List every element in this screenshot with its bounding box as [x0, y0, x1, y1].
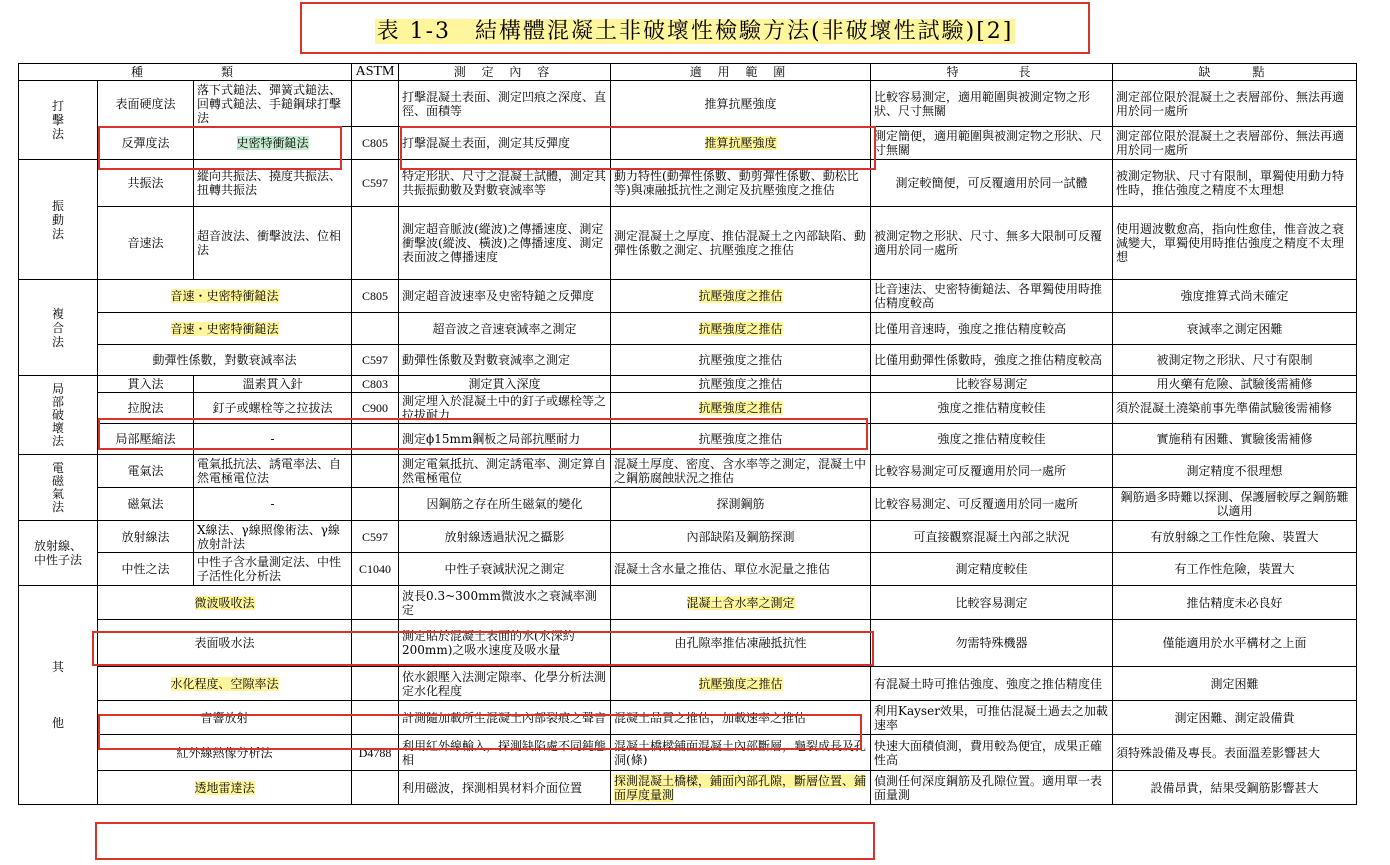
method-cell: 磁氣法 [98, 488, 194, 521]
methods-table [18, 63, 1357, 805]
cons-cell: 被測定物之形狀、尺寸有限制 [1113, 345, 1357, 376]
scope-highlight: 抗壓強度之推估 [698, 289, 783, 303]
pros-cell: 利用Kayser效果，可推估混凝土過去之加載速率 [871, 701, 1113, 735]
scope-cell: 抗壓強度之推估 [611, 424, 871, 455]
content-cell: 測定超音波速率及史密特鎚之反彈度 [399, 280, 611, 313]
content-cell: 放射線透過狀況之攝影 [399, 521, 611, 553]
scope-cell: 推算抗壓強度 [611, 81, 871, 127]
highlight-frame-gpr [95, 822, 875, 860]
method-cell [98, 586, 352, 620]
scope-cell [611, 313, 871, 345]
pros-cell: 可直接觀察混凝土內部之狀況 [871, 521, 1113, 553]
detail-cell: X線法、γ線照像術法、γ線放射計法 [194, 521, 352, 553]
cons-cell: 測定部位限於混凝土之表層部份、無法再適用於同一處所 [1113, 127, 1357, 160]
header-astm: ASTM [352, 64, 399, 81]
cons-cell: 使用週波數愈高，指向性愈佳，惟音波之衰減變大，單獨使用時推估強度之精度不太理想 [1113, 207, 1357, 280]
method-cell [98, 771, 352, 805]
pros-cell: 快速大面積偵測，費用較為便宜，成果正確性高 [871, 735, 1113, 771]
pros-cell: 比僅用音速時，強度之推估精度較高 [871, 313, 1113, 345]
scope-highlight: 抗壓強度之推估 [698, 676, 783, 691]
content-cell: 中性子衰減狀況之測定 [399, 553, 611, 586]
scope-cell: 混凝土厚度、密度、含水率等之測定，混凝土中之鋼筋腐蝕狀況之推估 [611, 455, 871, 488]
scope-cell [611, 127, 871, 160]
cons-cell: 鋼筋過多時難以探測、保護層較厚之鋼筋難以適用 [1113, 488, 1357, 521]
title-frame [300, 2, 1090, 54]
table-row [19, 393, 1357, 424]
table-row [19, 620, 1357, 667]
method-cell: 放射線法 [98, 521, 194, 553]
content-cell: 測定貫入深度 [399, 376, 611, 393]
scope-cell [611, 771, 871, 805]
header-scope: 適 用 範 圍 [611, 64, 871, 81]
table-row [19, 127, 1357, 160]
scope-cell: 混凝土含水量之推估、單位水泥量之推估 [611, 553, 871, 586]
cons-cell: 測定精度不很理想 [1113, 455, 1357, 488]
content-cell: 測定埋入於混凝土中的釘子或螺栓等之拉拔耐力 [399, 393, 611, 424]
scope-cell: 動力特性(動彈性係數、動剪彈性係數、動松比等)與凍融抵抗性之測定及抗壓強度之推估 [611, 160, 871, 207]
group-composite: 複 合 法 [19, 280, 98, 376]
content-cell: 動彈性係數及對數衰減率之測定 [399, 345, 611, 376]
astm-cell: C900 [352, 393, 399, 424]
scope-highlight: 探測混凝土橋樑，鋪面內部孔隙，斷層位置、鋪面厚度量測 [614, 773, 867, 802]
method-cell: 局部壓縮法 [98, 424, 194, 455]
cons-cell: 測定部位限於混凝土之表層部份、無法再適用於同一處所 [1113, 81, 1357, 127]
method-highlight: 水化程度、空隙率法 [170, 676, 279, 691]
pros-cell: 比音速法、史密特衝鎚法、各單獨使用時推估精度較高 [871, 280, 1113, 313]
header-content: 測 定 內 容 [399, 64, 611, 81]
method-highlight: 透地雷達法 [194, 780, 255, 795]
pros-cell: 偵測任何深度鋼筋及孔隙位置。適用單一表面量測 [871, 771, 1113, 805]
content-cell: 波長0.3~300mm微波水之衰減率測定 [399, 586, 611, 620]
method-cell: 紅外線熱像分析法 [98, 735, 352, 771]
group-other: 其 他 [19, 586, 98, 805]
astm-cell: C597 [352, 521, 399, 553]
cons-cell: 測定困難 [1113, 667, 1357, 701]
table-row [19, 455, 1357, 488]
scope-cell: 內部缺陷及鋼筋探測 [611, 521, 871, 553]
detail-cell: 電氣抵抗法、誘電率法、自然電極電位法 [194, 455, 352, 488]
content-cell: 利用紅外線輸入，探測缺陷處不同鈍態相 [399, 735, 611, 771]
method-highlight: 音速・史密特衝鎚法 [170, 321, 279, 336]
group-radiation: 放射線、 中性子法 [19, 521, 98, 586]
astm-cell [352, 701, 399, 735]
table-row [19, 488, 1357, 521]
pros-cell: 強度之推估精度較佳 [871, 424, 1113, 455]
pros-cell: 比較容易測定，適用範圍與被測定物之形狀、尺寸無關 [871, 81, 1113, 127]
detail-highlight: 史密特衝鎚法 [236, 136, 309, 150]
method-cell: 音速法 [98, 207, 194, 280]
method-cell: 拉脫法 [98, 393, 194, 424]
method-cell: 反彈度法 [98, 127, 194, 160]
pros-cell: 比較容易測定 [871, 586, 1113, 620]
cons-cell: 衰減率之測定困難 [1113, 313, 1357, 345]
cons-cell: 測定困難、測定設備貴 [1113, 701, 1357, 735]
table-row [19, 701, 1357, 735]
scope-cell: 探測鋼筋 [611, 488, 871, 521]
astm-cell: C597 [352, 160, 399, 207]
astm-cell [352, 620, 399, 667]
cons-cell: 被測定物狀、尺寸有限制，單獨使用動力特性時，推估強度之精度不太理想 [1113, 160, 1357, 207]
content-cell: 利用磁波，探測相異材料介面位置 [399, 771, 611, 805]
group-impact: 打 擊 法 [19, 81, 98, 160]
cons-cell: 強度推算式尚未確定 [1113, 280, 1357, 313]
method-highlight: 音速・史密特衝鎚法 [170, 289, 279, 303]
content-cell: 因鋼筋之存在所生磁氣的變化 [399, 488, 611, 521]
astm-cell [352, 771, 399, 805]
table-row [19, 207, 1357, 280]
astm-cell [352, 81, 399, 127]
scope-cell [611, 393, 871, 424]
scope-cell: 抗壓強度之推估 [611, 376, 871, 393]
method-cell: 動彈性係數，對數衰減率法 [98, 345, 352, 376]
table-row [19, 521, 1357, 553]
content-cell: 測定超音脈波(縱波)之傳播速度、測定衝擊波(縱波、橫波)之傳播速度、測定表面波之傳播速度 [399, 207, 611, 280]
table-row [19, 81, 1357, 127]
table-row [19, 280, 1357, 313]
method-cell [98, 313, 352, 345]
cons-cell: 僅能適用於水平構材之上面 [1113, 620, 1357, 667]
cons-cell: 須於混凝土澆築前事先準備試驗後需補修 [1113, 393, 1357, 424]
group-vibration: 振 動 法 [19, 160, 98, 280]
astm-cell: C1040 [352, 553, 399, 586]
table-row [19, 160, 1357, 207]
cons-cell: 有放射線之工作性危險、裝置大 [1113, 521, 1357, 553]
table-row [19, 771, 1357, 805]
method-cell: 共振法 [98, 160, 194, 207]
scope-cell [611, 280, 871, 313]
scope-highlight: 抗壓強度之推估 [698, 401, 783, 415]
detail-cell [194, 127, 352, 160]
content-cell: 超音波之音速衰減率之測定 [399, 313, 611, 345]
astm-cell [352, 455, 399, 488]
astm-cell: C803 [352, 376, 399, 393]
table-row [19, 667, 1357, 701]
detail-cell: - [194, 424, 352, 455]
content-cell: 計測隨加載所生混凝土內部裂痕之聲音 [399, 701, 611, 735]
method-cell: 貫入法 [98, 376, 194, 393]
cons-cell: 有工作性危險，裝置大 [1113, 553, 1357, 586]
astm-cell [352, 313, 399, 345]
table-row [19, 735, 1357, 771]
astm-cell [352, 586, 399, 620]
method-cell [98, 667, 352, 701]
detail-cell: 溫素貫入針 [194, 376, 352, 393]
astm-cell [352, 488, 399, 521]
detail-cell: - [194, 488, 352, 521]
cons-cell: 實施稍有困難、實驗後需補修 [1113, 424, 1357, 455]
pros-cell: 測定簡便，適用範圍與被測定物之形狀、尺寸無關 [871, 127, 1113, 160]
detail-cell: 縱向共振法、撓度共振法、扭轉共振法 [194, 160, 352, 207]
pros-cell: 比較容易測定、可反覆適用於同一處所 [871, 488, 1113, 521]
astm-cell [352, 207, 399, 280]
content-cell: 打擊混凝土表面，測定其反彈度 [399, 127, 611, 160]
table-row [19, 553, 1357, 586]
scope-cell: 抗壓強度之推估 [611, 345, 871, 376]
scope-cell [611, 667, 871, 701]
scope-cell: 混凝土橋樑鋪面混凝土內部斷層，龜裂成長及孔洞(條) [611, 735, 871, 771]
scope-cell: 混凝土品質之推估，加載速率之推估 [611, 701, 871, 735]
content-cell: 依水銀壓入法測定隙率、化學分析法測定水化程度 [399, 667, 611, 701]
astm-cell: C805 [352, 127, 399, 160]
pros-cell: 比較容易測定可反覆適用於同一處所 [871, 455, 1113, 488]
pros-cell: 比僅用動彈性係數時，強度之推估精度較高 [871, 345, 1113, 376]
content-cell: 打擊混凝土表面、測定凹痕之深度、直徑、面積等 [399, 81, 611, 127]
astm-cell: C597 [352, 345, 399, 376]
pros-cell: 被測定物之形狀、尺寸、無多大限制可反覆適用於同一處所 [871, 207, 1113, 280]
table-row [19, 376, 1357, 393]
cons-cell: 須特殊設備及專長。表面溫差影響甚大 [1113, 735, 1357, 771]
astm-cell: C805 [352, 280, 399, 313]
astm-cell [352, 667, 399, 701]
content-cell: 測定電氣抵抗、測定誘電率、測定算自然電極電位 [399, 455, 611, 488]
scope-cell [611, 586, 871, 620]
method-cell: 中性之法 [98, 553, 194, 586]
group-em: 電 磁 氣 法 [19, 455, 98, 521]
cons-cell: 設備昂貴，結果受鋼筋影響甚大 [1113, 771, 1357, 805]
astm-cell [352, 424, 399, 455]
scope-highlight: 推算抗壓強度 [704, 136, 777, 150]
group-local: 局 部 破 壞 法 [19, 376, 98, 455]
detail-cell: 超音波法、衝擊波法、位相法 [194, 207, 352, 280]
method-highlight: 微波吸收法 [194, 595, 255, 610]
header-pros: 特 長 [871, 64, 1113, 81]
header-kind: 種 類 [19, 64, 352, 81]
detail-cell: 中性子含水量測定法、中性子活性化分析法 [194, 553, 352, 586]
content-cell: 測定貼於混凝土表面的水(水深約200mm)之吸水速度及吸水量 [399, 620, 611, 667]
cons-cell: 推估精度未必良好 [1113, 586, 1357, 620]
scope-highlight: 抗壓強度之推估 [698, 321, 783, 336]
detail-cell: 釘子或螺栓等之拉拔法 [194, 393, 352, 424]
content-cell: 測定ϕ15mm鋼板之局部抗壓耐力 [399, 424, 611, 455]
pros-cell: 測定較簡便，可反覆適用於同一試體 [871, 160, 1113, 207]
method-cell: 表面吸水法 [98, 620, 352, 667]
scope-highlight: 混凝土含水率之測定 [686, 595, 795, 610]
method-cell: 表面硬度法 [98, 81, 194, 127]
pros-cell: 有混凝土時可推估強度、強度之推估精度佳 [871, 667, 1113, 701]
pros-cell: 測定精度較佳 [871, 553, 1113, 586]
scope-cell: 由孔隙率推估凍融抵抗性 [611, 620, 871, 667]
method-cell: 音響放射 [98, 701, 352, 735]
scope-cell: 測定混凝土之厚度、推估混凝土之內部缺陷、動彈性係數之測定、抗壓強度之推估 [611, 207, 871, 280]
method-cell [98, 280, 352, 313]
header-cons: 缺 點 [1113, 64, 1357, 81]
detail-cell: 落下式鎚法、彈簧式鎚法、回轉式鎚法、手鎚鋼球打擊法 [194, 81, 352, 127]
table-row [19, 313, 1357, 345]
content-cell: 特定形狀、尺寸之混凝土試體，測定其共振振動數及對數衰減率等 [399, 160, 611, 207]
astm-cell: D4788 [352, 735, 399, 771]
method-cell: 電氣法 [98, 455, 194, 488]
table-row [19, 586, 1357, 620]
pros-cell: 比較容易測定 [871, 376, 1113, 393]
cons-cell: 用火藥有危險、試驗後需補修 [1113, 376, 1357, 393]
table-title: 表 1-3 結構體混凝土非破壞性檢驗方法(非破壞性試驗)[2] [376, 19, 1014, 44]
pros-cell: 強度之推估精度較佳 [871, 393, 1113, 424]
header-row [19, 64, 1357, 81]
table-row [19, 345, 1357, 376]
table-row [19, 424, 1357, 455]
pros-cell: 勿需特殊機器 [871, 620, 1113, 667]
